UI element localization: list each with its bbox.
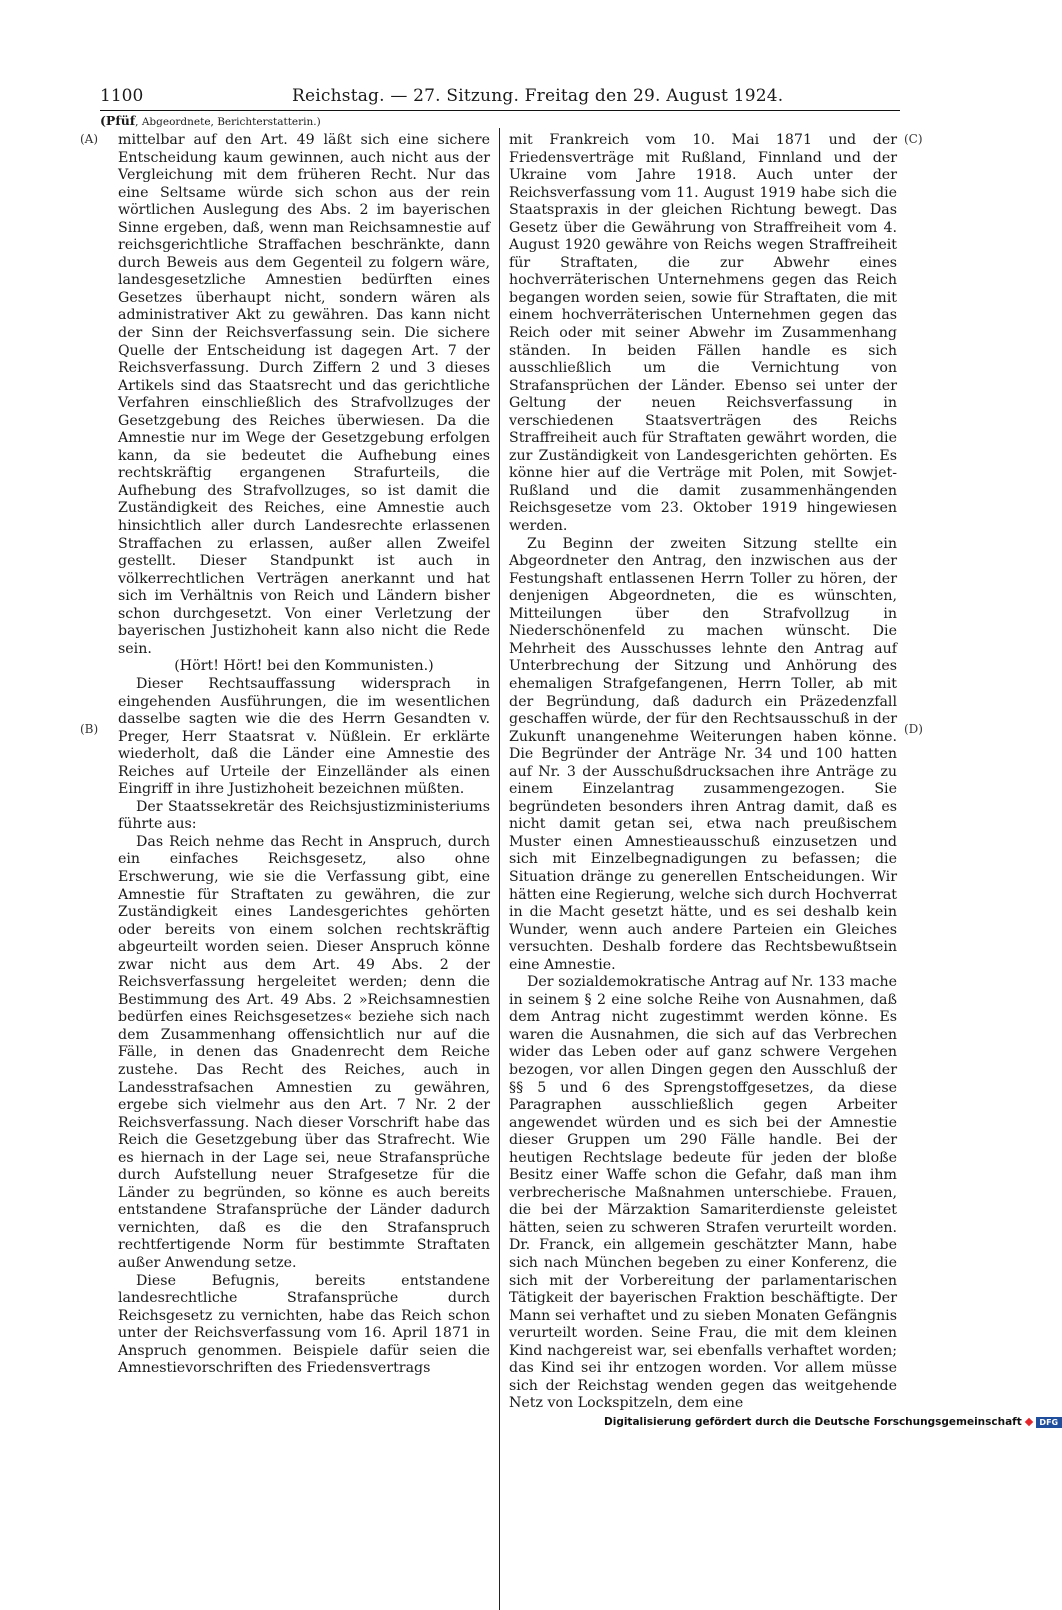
paragraph: Das Reich nehme das Recht in Anspruch, durch ein einfaches Reichsgesetz, also ohne Erschwerung, wie sie die Verfassung gibt, eine Amnestie für Straftaten zu gewähren, die zur Zuständigkeit eines Landesgerichtes gehörten oder bereits von einem solchen rechtskräftig abgeurteilt worden seien. Dieser Anspruch könne zwar nicht aus dem Art. 49 Abs. 2 der Reichsverfassung hergeleitet werden; denn die Bestimmung des Art. 49 Abs. 2 »Reichsamnestien bedürfen eines Reichsgesetzes« beziehe sich nach dem Zusammenhang offensichtlich nur auf die Fälle, in denen das Gnadenrecht dem Reiche zustehe. Das Recht des Reiches, auch in Landesstrafsachen Amnestien zu gewähren, ergebe sich vielmehr aus den Art. 7 Nr. 2 der Reichsverfassung. Nach dieser Vorschrift habe das Reich die Gesetzgebung über das Strafrecht. Wie es hiernach in der Lage sei, neue Strafansprüche durch Aufstellung neuer Strafgesetze für die Länder zu begründen, so könne es auch bereits entstandene Strafansprüche der Länder dadurch vernichten, daß es die den Strafanspruch rechtfertigende Norm für bestimmte Straftaten außer Anwendung setze. — [118, 833, 490, 1271]
speaker-name: (Pfüf — [100, 113, 136, 128]
paragraph: Der Staatssekretär des Reichsjustizministeriums führte aus: — [118, 798, 490, 833]
paragraph: Diese Befugnis, bereits entstandene landesrechtliche Strafansprüche durch Reichsgesetz zu vernichten, habe das Reich schon unter der Reichsverfassung vom 16. April 1871 in Anspruch genommen. Beispiele dafür seien die Amnestievorschriften des Friedensvertrags — [118, 1272, 490, 1377]
margin-marker-a: (A) — [80, 132, 99, 146]
digitization-credit — [604, 1416, 1062, 1430]
paragraph: Dieser Rechtsauffassung widersprach in eingehenden Ausführungen, die im wesentlichen dasselbe sagten wie die des Herrn Gesandten v. Preger, Herr Staatsrat v. Nüßlein. Er erklärte wiederholt, daß die Länder eine Amnestie des Reiches auf Urteile der Einzelländer als einen Eingriff in ihre Justizhoheit bezeichnen müßten. — [118, 675, 490, 798]
column-divider — [499, 128, 500, 1610]
paragraph: mittelbar auf den Art. 49 läßt sich eine sichere Entscheidung kaum gewinnen, auch nicht aus der Vergleichung mit dem früheren Recht. Nur das eine Seltsame würde sich schon aus der rein wörtlichen Auslegung des Abs. 2 im bayerischen Sinne ergeben, daß, wenn man Reichsamnestie auf reichsgerichtliche Straffachen beschränkte, dann durch Beweis aus dem Gegenteil zu folgern wäre, landesgesetzliche Amnestien bedürften eines Gesetzes überhaupt nicht, sondern wären als administrativer Akt zu gewähren. Das kann nicht der Sinn der Reichsverfassung sein. Die sichere Quelle der Entscheidung ist dagegen Art. 7 der Reichsverfassung. Durch Ziffern 2 und 3 dieses Artikels sind das Staatsrecht und das gerichtliche Verfahren einschließlich des Strafvollzuges der Gesetzgebung des Reiches überwiesen. Da die Amnestie nur im Wege der Gesetzgebung erfolgen kann, da sie bedeutet die Aufhebung eines rechtskräftig ergangenen Strafurteils, die Aufhebung des Strafvollzuges, so ist damit die Zuständigkeit des Reiches, eine Amnestie auch hinsichtlich aller durch Landesrechte erlassenen Straffachen zu erlassen, außer allen Zweifel gestellt. Dieser Standpunkt ist auch in völkerrechtlichen Verträgen anerkannt und hat sich im Verhältnis von Reich und Ländern bisher schon durchgesetzt. Von einer Verletzung der bayerischen Justizhoheit kann also nicht die Rede sein. — [118, 132, 490, 657]
credit-text: Digitalisierung gefördert durch die Deutsche Forschungsgemeinschaft — [604, 1416, 1022, 1428]
page-header — [100, 84, 900, 111]
margin-marker-c: (C) — [904, 132, 923, 146]
paragraph: Zu Beginn der zweiten Sitzung stellte ein Abgeordneter den Antrag, den inzwischen aus der Festungshaft entlassenen Herrn Toller zu hören, der denjenigen Abgeordneten, die es wünschten, Mitteilungen über den Strafvollzug in Niederschönenfeld zu machen wünscht. Die Mehrheit des Ausschusses lehnte den Antrag auf Unterbrechung der Sitzung und Anhörung des ehemaligen Strafgefangenen, Herrn Toller, ab mit der Begründung, daß dadurch ein Präzedenzfall geschaffen würde, der für den Rechtsausschuß in der Zukunft unangenehme Weiterungen haben könne. Die Begründer der Anträge Nr. 34 und 100 hatten auf Nr. 3 der Ausschußdrucksachen ihre Anträge zu einem Einzelantrag zusammengezogen. Sie begründeten besonders ihren Antrag damit, daß es nicht damit getan sei, etwa nach preußischem Muster einen Amnestieausschuß einzusetzen und sich mit Einzelbegnadigungen zu befassen; die Situation dränge zu generellen Entscheidungen. Wir hätten eine Regierung, welche sich durch Hochverrat in die Macht gesetzt hätte, und es sei deshalb kein Wunder, wenn auch andere Parteien ein Gleiches versuchten. Deshalb fordere das Rechtsbewußtsein eine Amnestie. — [509, 535, 897, 973]
speaker-line — [100, 113, 321, 128]
paragraph: mit Frankreich vom 10. Mai 1871 und der Friedensverträge mit Rußland, Finnland und der Ukraine vom Jahre 1918. Auch unter der Reichsverfassung vom 11. August 1919 habe sich die Staatspraxis in der gleichen Richtung bewegt. Das Gesetz über die Gewährung von Straffreiheit vom 4. August 1920 gewähre von Reichs wegen Straffreiheit für Straftaten, die zur Abwehr eines hochverräterischen Unternehmens gegen das Reich begangen worden seien, sowie für Straftaten, die mit einem hochverräterischen Unternehmen gegen das Reich oder mit seiner Abwehr im Zusammenhang ständen. In beiden Fällen handle es sich ausschließlich um die Vernichtung von Strafansprüchen der Länder. Ebenso sei unter der Geltung der neuen Reichsverfassung in verschiedenen Staatsverträgen des Reichs Straffreiheit auch für Straftaten gewährt worden, die zur Zuständigkeit von Landesgerichten gehörten. Es könne hier auf die Verträge mit Polen, mit Sowjet-Rußland und die damit zusammenhängenden Reichsgesetze vom 23. Oktober 1919 hingewiesen werden. — [509, 132, 897, 535]
margin-marker-b: (B) — [80, 722, 99, 736]
dfg-mark-icon — [1025, 1418, 1033, 1426]
right-column — [509, 132, 897, 1413]
speaker-role: , Abgeordnete, Berichterstatterin.) — [135, 116, 321, 128]
dfg-logo: DFG — [1036, 1417, 1062, 1428]
margin-marker-d: (D) — [904, 722, 923, 736]
page-number: 1100 — [100, 86, 144, 106]
paragraph: Der sozialdemokratische Antrag auf Nr. 133 mache in seinem § 2 eine solche Reihe von Ausnahmen, daß dem Antrag nicht zugestimmt werden könne. Es waren die Ausnahmen, die sich auf das Verbrechen wider das Leben oder auf ganz schwere Vergehen bezogen, vor allen Dingen gegen den Ausschluß der §§ 5 und 6 des Sprengstoffgesetzes, da diese Paragraphen ausschließlich gegen Arbeiter angewendet würden und es sich bei der Amnestie dieser Gruppen um 290 Fälle handle. Bei der heutigen Rechtslage bedeute für jeden der bloße Besitz einer Waffe schon die Gefahr, daß man ihm verbrecherische Maßnahmen unterschiebe. Frauen, die bei der Märzaktion Samariterdienste geleistet hätten, seien zu schweren Strafen verurteilt worden. Dr. Franck, ein allgemein geschätzter Mann, habe sich nach München begeben zu einer Konferenz, die sich mit der Vorbereitung der parlamentarischen Tätigkeit der bayerischen Fraktion beschäftigte. Der Mann sei verhaftet und zu sieben Monaten Gefängnis verurteilt worden. Seine Frau, die mit dem kleinen Kind nachgereist war, sei ebenfalls verhaftet worden; das Kind sei ihr entzogen worden. Vor allem müsse sich der Reichstag wenden gegen das weitgehende Netz von Lockspitzeln, dem eine — [509, 974, 897, 1412]
interjection: (Hört! Hört! bei den Kommunisten.) — [174, 658, 434, 675]
running-title: Reichstag. — 27. Sitzung. Freitag den 29. August 1924. — [292, 86, 784, 106]
left-column — [118, 132, 490, 1378]
